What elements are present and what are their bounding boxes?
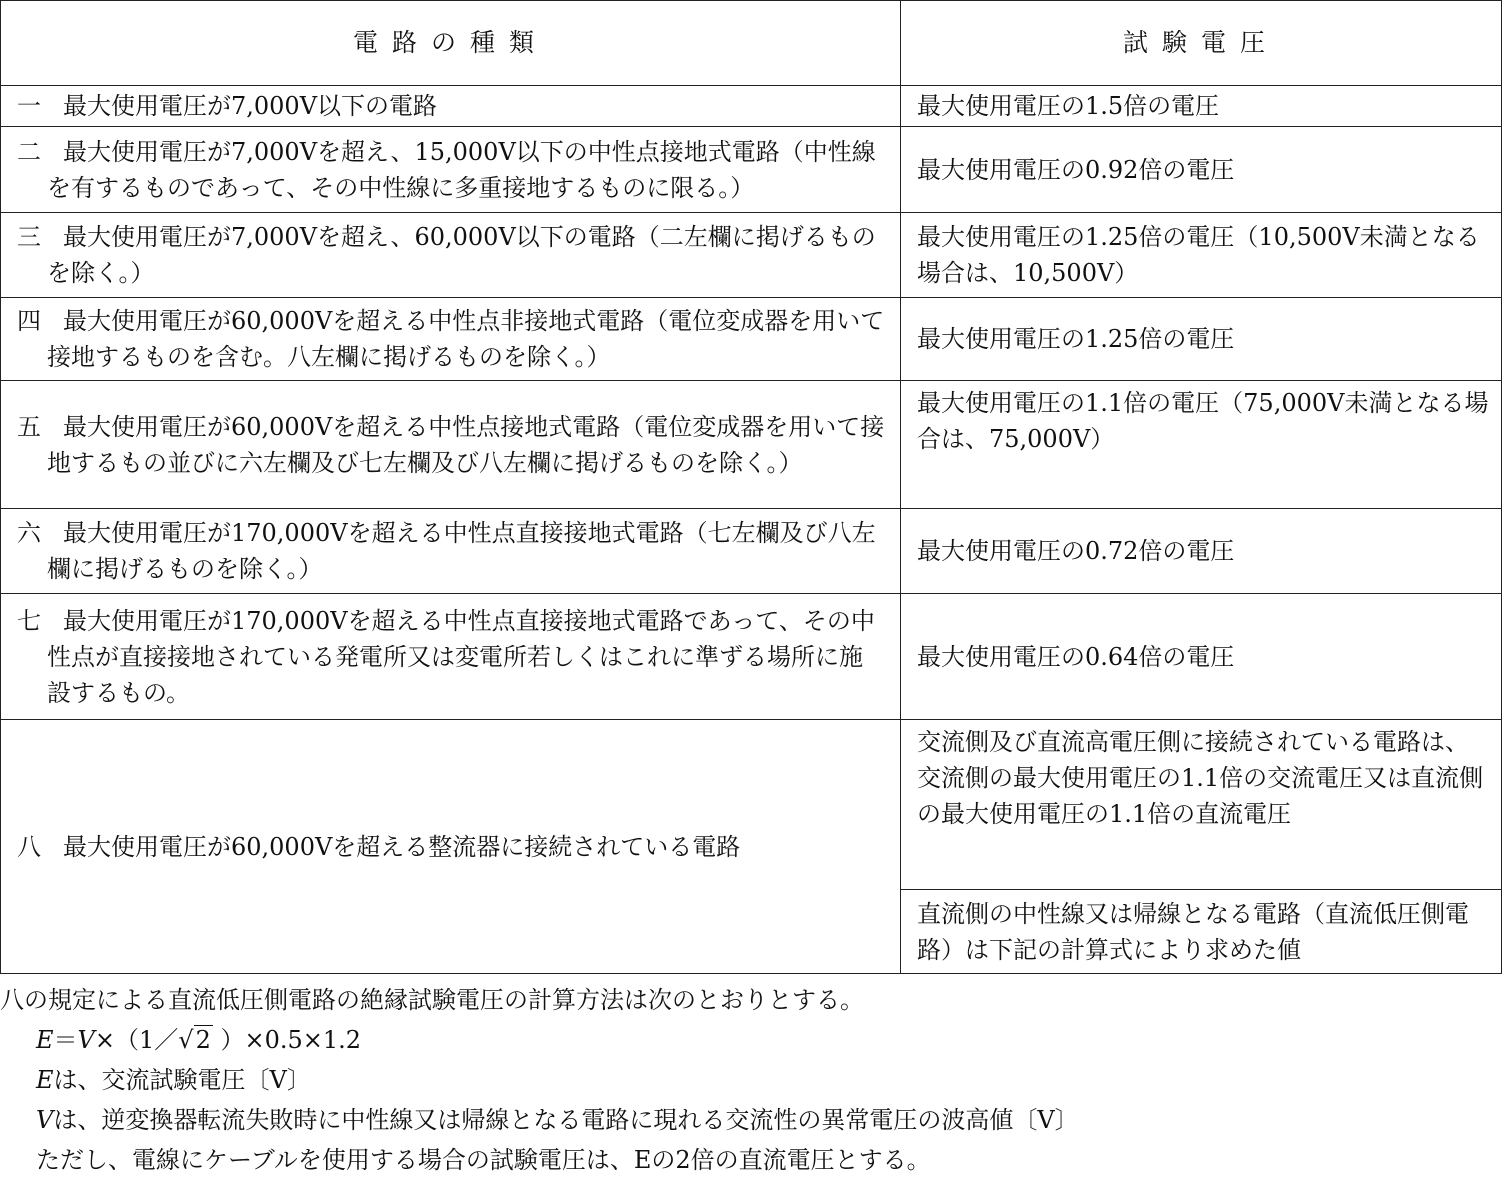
- row-number: 一: [17, 92, 41, 120]
- circuit-text: 最大使用電圧が170,000Vを超える中性点直接接地式電路であって、その中性点が直接接地されている発電所又は変電所若しくはこれに準ずる場所に施設するもの。: [47, 606, 875, 707]
- v-symbol: V: [36, 1106, 54, 1134]
- header-test-voltage: 試験電圧: [901, 1, 1502, 86]
- circuit-cell: [1, 298, 901, 381]
- voltage-cell: 最大使用電圧の1.25倍の電圧（10,500V未満となる場合は、10,500V）: [901, 213, 1502, 298]
- voltage-cell: 最大使用電圧の0.64倍の電圧: [901, 594, 1502, 720]
- circuit-text: 最大使用電圧が170,000Vを超える中性点直接接地式電路（七左欄及び八左欄に掲げるものを除く。）: [47, 519, 876, 583]
- circuit-text: 最大使用電圧が60,000Vを超える中性点非接地式電路（電位変成器を用いて接地するものを含む。八左欄に掲げるものを除く。）: [47, 307, 885, 371]
- sqrt-radicand: 2: [195, 1026, 211, 1054]
- row-number: 三: [17, 223, 41, 251]
- row-number: 八: [17, 832, 41, 861]
- notes-intro: 八の規定による直流低圧側電路の絶縁試験電圧の計算方法は次のとおりとする。: [0, 986, 864, 1014]
- cable-note: ただし、電線にケーブルを使用する場合の試験電圧は、Eの2倍の直流電圧とする。: [36, 1146, 931, 1174]
- circuit-text: 最大使用電圧が60,000Vを超える整流器に接続されている電路: [63, 832, 741, 861]
- circuit-cell: [1, 594, 901, 720]
- table-row: [1, 86, 1502, 127]
- circuit-cell: [1, 86, 901, 127]
- formula-middle: ×（1／: [94, 1026, 179, 1054]
- v-definition: [0, 1100, 1500, 1140]
- circuit-cell: [1, 509, 901, 594]
- voltage-cell: 最大使用電圧の1.25倍の電圧: [901, 298, 1502, 381]
- e-definition: [0, 1060, 1500, 1100]
- table-row: [1, 509, 1502, 594]
- voltage-cell: 直流側の中性線又は帰線となる電路（直流低圧側電路）は下記の計算式により求めた値: [901, 890, 1502, 974]
- table-row: [1, 381, 1502, 509]
- v-definition-text: は、逆変換器転流失敗時に中性線又は帰線となる電路に現れる交流性の異常電圧の波高値〔V〕: [53, 1106, 1079, 1134]
- circuit-text: 最大使用電圧が60,000Vを超える中性点接地式電路（電位変成器を用いて接地するもの並びに六左欄及び七左欄及び八左欄に掲げるものを除く。）: [47, 412, 885, 477]
- row-number: 六: [17, 519, 41, 547]
- e-definition-text: は、交流試験電圧〔V〕: [53, 1066, 311, 1094]
- table-row: [1, 127, 1502, 213]
- row-number: 四: [17, 307, 41, 335]
- square-root: [178, 1020, 213, 1060]
- header-circuit-type: 電路の種類: [1, 1, 901, 86]
- voltage-cell: 最大使用電圧の1.5倍の電圧: [901, 86, 1502, 127]
- table-row: [1, 594, 1502, 720]
- table-header-row: [1, 1, 1502, 86]
- row-number: 二: [17, 137, 41, 166]
- circuit-cell: [1, 720, 901, 974]
- table-row: [1, 213, 1502, 298]
- voltage-cell: 最大使用電圧の0.72倍の電圧: [901, 509, 1502, 594]
- circuit-cell: [1, 127, 901, 213]
- row-number: 七: [17, 606, 41, 635]
- calculation-notes: [0, 980, 1500, 1180]
- table-row: [1, 298, 1502, 381]
- table-row: [1, 720, 1502, 890]
- circuit-cell: [1, 213, 901, 298]
- voltage-cell: 最大使用電圧の1.1倍の電圧（75,000V未満となる場合は、75,000V）: [901, 381, 1502, 509]
- circuit-text: 最大使用電圧が7,000V以下の電路: [63, 92, 438, 120]
- sqrt-sign: √: [178, 1026, 194, 1054]
- e-symbol: E: [36, 1066, 54, 1094]
- formula-e: E: [36, 1026, 54, 1054]
- formula: [0, 1020, 1500, 1060]
- circuit-cell: [1, 381, 901, 509]
- voltage-cell: 交流側及び直流高電圧側に接続されている電路は、交流側の最大使用電圧の1.1倍の交流電圧又は直流側の最大使用電圧の1.1倍の直流電圧: [901, 720, 1502, 890]
- formula-equals: ＝: [53, 1026, 78, 1054]
- circuit-text: 最大使用電圧が7,000Vを超え、15,000V以下の中性点接地式電路（中性線を有するものであって、その中性線に多重接地するものに限る。）: [47, 137, 876, 202]
- voltage-cell: 最大使用電圧の0.92倍の電圧: [901, 127, 1502, 213]
- row-number: 五: [17, 412, 41, 441]
- formula-tail: ）×0.5×1.2: [220, 1026, 362, 1054]
- circuit-text: 最大使用電圧が7,000Vを超え、60,000V以下の電路（二左欄に掲げるものを除く。）: [47, 223, 876, 287]
- formula-v: V: [77, 1026, 95, 1054]
